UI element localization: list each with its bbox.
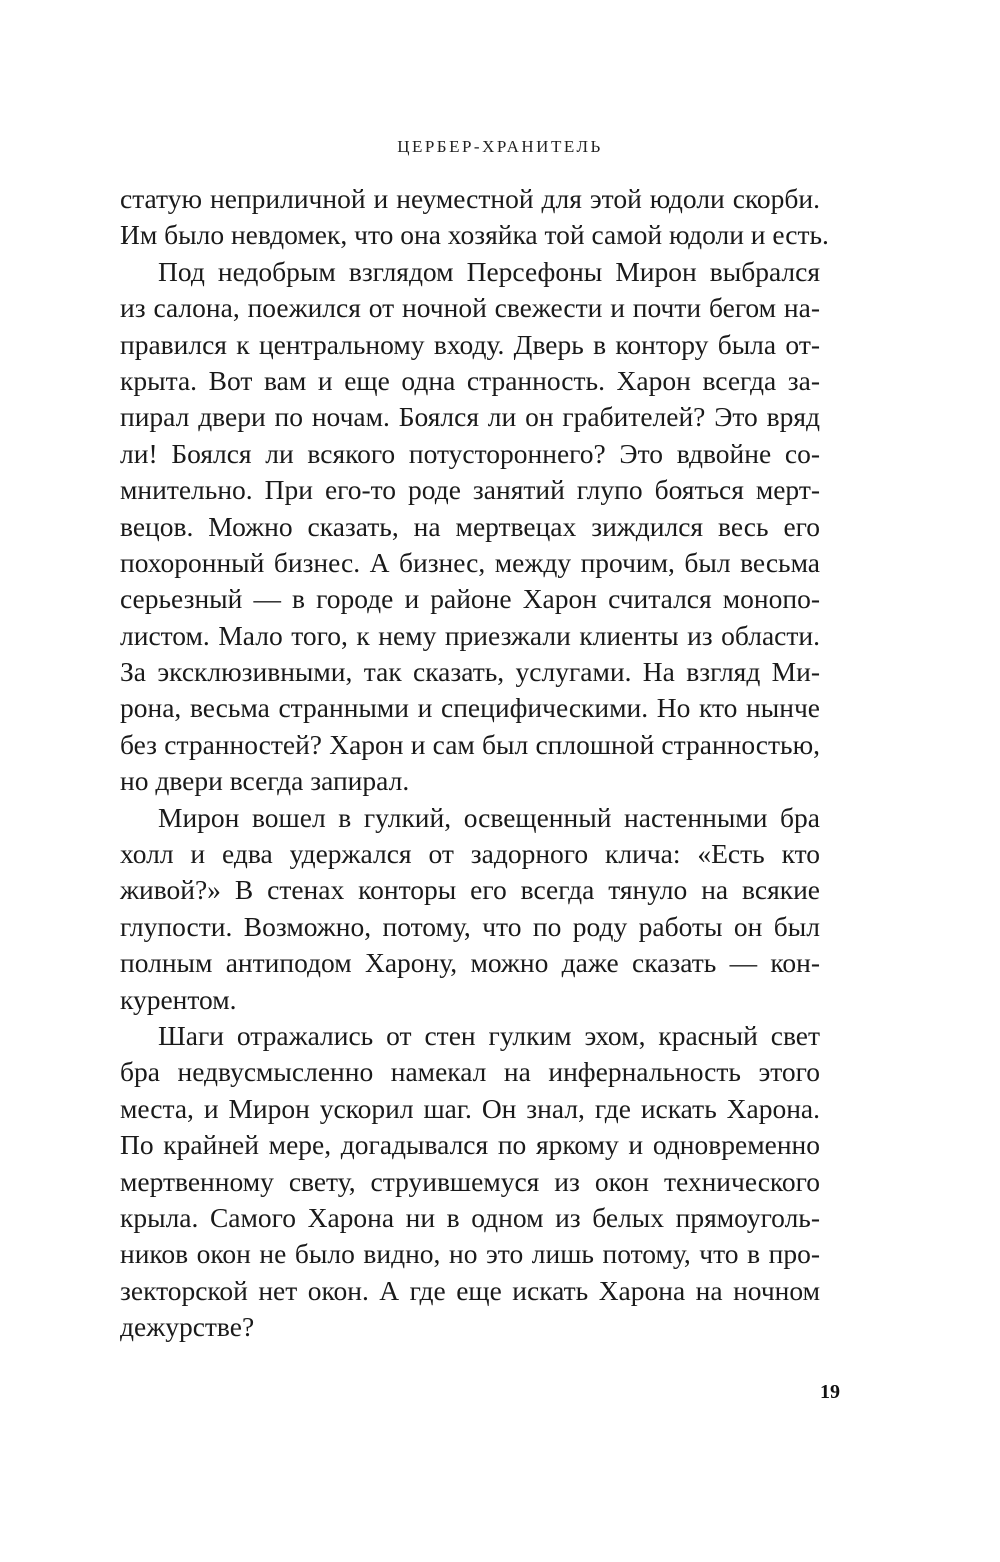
text-line: Мирон вошел в гулкий, освещенный настенными бра	[158, 801, 820, 833]
text-line: рона, весьма странными и специфическими. Но кто нынче	[120, 692, 820, 724]
text-line: без странностей? Харон и сам был сплошной странностью,	[120, 728, 820, 760]
text-line: Шаги отражались от стен гулким эхом, красный свет	[158, 1019, 820, 1051]
text-line: но двери всегда запирал.	[120, 765, 410, 797]
text-line: правился к центральному входу. Дверь в контору была от-	[120, 328, 820, 360]
text-line: вецов. Можно сказать, на мертвецах зиждился весь его	[120, 510, 820, 542]
text-line: бра недвусмысленно намекал на инфернальность этого	[120, 1056, 820, 1088]
text-line: полным антиподом Харону, можно даже сказать — кон-	[120, 947, 820, 979]
running-head: ЦЕРБЕР-ХРАНИТЕЛЬ	[397, 137, 603, 156]
text-line: живой?» В стенах конторы его всегда тянуло на всякие	[120, 874, 820, 906]
text-line: из салона, поежился от ночной свежести и почти бегом на-	[120, 292, 820, 324]
text-line: крыта. Вот вам и еще одна странность. Харон всегда за-	[120, 364, 820, 396]
text-line: мнительно. При его-то роде занятий глупо бояться мерт-	[120, 474, 820, 506]
text-line: похоронный бизнес. А бизнес, между прочим, был весьма	[120, 546, 820, 578]
body-text	[120, 181, 829, 1346]
text-line: Им было невдомек, что она хозяйка той самой юдоли и есть.	[120, 219, 829, 251]
text-line: За эксклюзивными, так сказать, услугами. На взгляд Ми-	[120, 656, 820, 688]
text-line: серьезный — в городе и районе Харон считался монопо-	[120, 583, 820, 615]
text-line: дежурстве?	[120, 1311, 255, 1343]
text-line: ли! Боялся ли всякого потустороннего? Это вдвойне со-	[120, 437, 820, 469]
text-line: пирал двери по ночам. Боялся ли он грабителей? Это вряд	[120, 401, 820, 433]
text-line: курентом.	[120, 983, 237, 1015]
text-line: Под недобрым взглядом Персефоны Мирон выбрался	[158, 255, 820, 287]
text-line: глупости. Возможно, потому, что по роду работы он был	[120, 910, 820, 942]
text-line: места, и Мирон ускорил шаг. Он знал, где искать Харона.	[120, 1092, 820, 1124]
text-line: ников окон не было видно, но это лишь потому, что в про-	[120, 1238, 820, 1270]
text-line: мертвенному свету, струившемуся из окон технического	[120, 1165, 820, 1197]
text-line: крыла. Самого Харона ни в одном из белых прямоуголь-	[120, 1201, 820, 1233]
text-line: статую неприличной и неуместной для этой юдоли скорби.	[120, 183, 820, 214]
text-line: листом. Мало того, к нему приезжали клиенты из области.	[120, 619, 820, 651]
text-line: зекторской нет окон. А где еще искать Харона на ночном	[120, 1274, 820, 1306]
page-number: 19	[820, 1381, 840, 1403]
text-line: холл и едва удержался от задорного клича: «Есть кто	[120, 838, 820, 870]
text-line: По крайней мере, догадывался по яркому и одновременно	[120, 1129, 820, 1161]
